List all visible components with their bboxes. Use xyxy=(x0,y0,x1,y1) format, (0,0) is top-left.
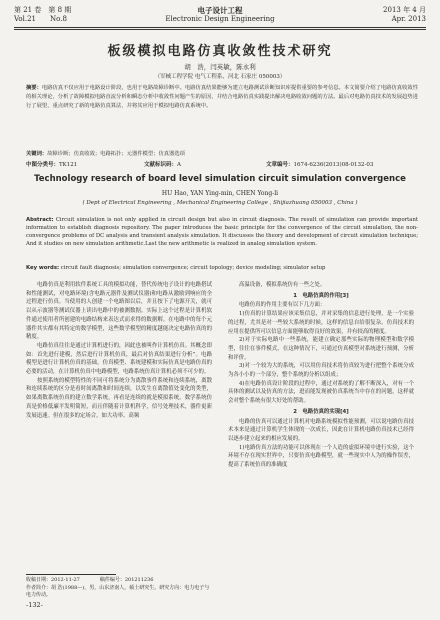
abstract-en xyxy=(26,216,418,248)
affiliation-cn: （军械工程学院 电气工程系，河北 石家庄 050003） xyxy=(154,74,286,80)
header-date xyxy=(383,6,426,24)
header-rule xyxy=(14,27,426,28)
keywords-cn-text: 故障诊断；仿真收敛；电路拓扑；元器件模型；仿真器选项 xyxy=(47,151,185,157)
body-paragraph: 电路仿真往往是通过计算机进行的，因此也被叫作计算机仿真。其概念即如：首先进行建模，然后进行计算机仿真，最后对仿真结果进行分析”。电路模型是进行计算机仿真的基础，仿真模型、系统建模和实际仿真是电路仿真的必要的活动，在计算机仿真中电路模型，电路系统仿真计算机必须不可少的。 xyxy=(26,342,212,376)
body-paragraph: 4)在电路仿真设计阶段的过程中，通过对系统的了解不断深入，对有一个具体的测试以及仿真的方法，进而能发现被仿真系统当中存在的问题，这样就会对整个系统有很大好处的帮助。 xyxy=(228,380,414,405)
doc-label: 文献标识码： xyxy=(144,162,178,168)
page-number: -132- xyxy=(26,601,43,609)
paper-title-en: Technology research of board level simulation circuit simulation convergence xyxy=(34,174,406,184)
abstract-cn xyxy=(26,84,418,111)
date-en: Apr. 2013 xyxy=(391,15,426,23)
paper-title-cn: 板级模拟电路仿真收敛性技术研究 xyxy=(107,44,333,59)
authors-cn: 胡 浩，闫英敏，陈永利 xyxy=(184,63,256,71)
volume-cn: 第 21 卷 第 8 期 xyxy=(14,6,72,14)
volume-en: Vol.21 No.8 xyxy=(14,15,67,23)
header-rule-thin xyxy=(14,29,426,30)
body-paragraph: 3)对一个较为大的系统，可以用仿真技术将仿真较为进行把整个系统分成为各小小的一个部分，整个系统的分析以组成； xyxy=(228,363,414,379)
clc-label: 中图分类号： xyxy=(26,162,60,168)
classification-row xyxy=(26,160,418,168)
abstract-en-label: Abstract: xyxy=(26,217,54,223)
section-heading: 1 电路仿真的作用[3] xyxy=(293,292,349,299)
journal-name-en: Electronic Design Engineering xyxy=(165,15,275,23)
body-column-right xyxy=(228,281,414,470)
body-paragraph: 高温设备，模拟系统仿有一些之处。 xyxy=(239,282,326,288)
clc-number xyxy=(26,160,77,168)
footnote-received: 收稿日期：2012-11-27 稿件编号：201211236 xyxy=(26,577,154,583)
abstract-en-text: Circuit simulation is not only applied in circuit design but also in circuit diagnosis. The result of simulation can provide important information to establish diagnosis repository. The paper introduces the basic principle for the convergence of the circuit simulation, the non-convergence problems of DC analysis and transient analysis simulation. It discusses the theory and development of circuit simulation technique; And it studies on new simulation arithmetic.Last the new arithmetic is realized in analog simulation system. xyxy=(26,217,418,247)
keywords-cn xyxy=(26,149,418,157)
article-number xyxy=(266,160,373,168)
body-paragraph: 1)电路仿真方法的功能可以体现在一个人造的虚拟环境中进行实验，这个环境不存在现实世界中，只要仿真电路模型，就一些现实中人为的操作误差，提高了系统仿真的准确度 xyxy=(228,444,414,469)
keywords-en xyxy=(26,265,418,271)
body-paragraph: 2)对于实际电路中一些系统，能建立确定那些实际的物理模型和数学模型，往往在事件模式，在这种情况下，可通过仿真模型对系统进行预测，分析和评价。 xyxy=(228,337,414,361)
authors-en: HU Hao, YAN Ying-min, CHEN Yong-li xyxy=(161,190,279,197)
journal-name-cn: 电子设计工程 xyxy=(197,6,243,15)
body-paragraph: 电路仿真是利用软件系统工具的模拟功能，替代传统电子设计的电路搭试和性能测试，对电路环境(含电路元器件及测试仪器)和电路从激励到响应的全过程进行仿真。当使用的人创建一个电路图以后，并且按下了电源开关，就可以从示波器等测试仪器上读出电路中的被测数据。实际上这个过程是计算机软件通过使用者所创建的电路结构来表达式而求得的数据解。在电路中的每个元器件其实都有其特定的数学模型，这些数学模型的精度越能决定电路仿真的的精度。 xyxy=(26,282,212,341)
abstract-cn-text: 电路仿真不仅应用于电路设计阶段，也用于电路故障诊断中。电路仿真结果能够为建立电路测试诊断知识库提供重要的参考信息。本文简要介绍了电路仿真收敛性的相关理论，分析了故障模拟电路直流分析和瞬态分析中收敛性问题产生的原因，并结合电路仿真实践提出解决电路收敛问题的方法。最后对电路仿真技术的发展趋势进行了展望，重点研究了新的电路仿真算法，并将其应用于模拟电路仿真系统中。 xyxy=(26,85,418,109)
body-paragraph: 电路仿真的作用主要有以下几方面： xyxy=(239,302,326,309)
affiliation-en: ( Dept of Electrical Engineering , Mechanical Engineering College , Shijiazhuang 050003 , China ) xyxy=(82,200,358,206)
body-paragraph: 1)仿真的计算结果应该采集信息，并对采集的信息进行处理，是一个实验的过程，尤其是对一些较大系统的时候，这样的信息自给很复杂。仿真技术的应用在提供所可以信息方面能够取得良好的效果，并有较高的精度。 xyxy=(228,311,414,335)
body-column-left xyxy=(26,281,212,420)
article-label: 文章编号： xyxy=(266,162,294,168)
section-heading: 2 电路仿真的实现[4] xyxy=(293,408,349,415)
keywords-en-text: circuit fault diagnosis; simulation convergence; circuit topology; device modeling; simulator setup xyxy=(59,265,326,271)
article-value: 1674-6236(2013)08-0132-03 xyxy=(293,162,374,168)
date-cn: 2013 年 4 月 xyxy=(383,6,426,14)
header-journal xyxy=(14,6,426,24)
keywords-cn-label: 关键词： xyxy=(26,151,48,157)
doc-value: A xyxy=(177,162,181,168)
footnote-rule xyxy=(26,574,116,575)
clc-value: TK121 xyxy=(59,162,78,168)
abstract-cn-label: 摘要： xyxy=(26,85,42,91)
running-header xyxy=(14,6,426,28)
body-paragraph: 按照系统的模型特性的不同可将系统分为离散事件系统和连续系统，离散和连续系统的区分是看时间离散和时间连续，以发生在离散值处变化的类型，如果离数系统仿真的建立数学系统，再看是连续的就是模拟系统。数学系统仿真是价格低廉平发明简短，而且伴随着计算机科学，信号处理技术，器件更新发展迅速。但在很多的定场合，如大功率、高频 xyxy=(26,377,212,419)
body-paragraph: 电路的仿真可以通过计算机对电路系统模拟性能预测，可以说电路仿真技术本来是通过计算机学生体现的一次成长，因此在计算机电路仿真技术已经得以逐步建立起来的相应发展的。 xyxy=(228,418,414,442)
keywords-en-label: Key words: xyxy=(26,265,60,271)
doc-code xyxy=(144,160,181,168)
footnote-author-bio: 作者简介：胡 浩(1988—)，男，山东济南人，硕士研究生。研究方向：电力电子与电力传动。 xyxy=(26,585,210,598)
